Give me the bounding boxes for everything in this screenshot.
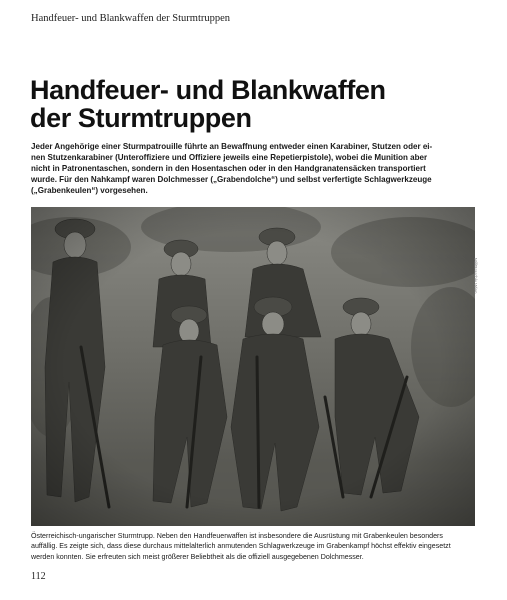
lead-line-1: Jeder Angehörige einer Sturmpatrouille führte an Bewaffnung entweder einen Karabiner, Stutzen oder ei- — [31, 142, 433, 151]
lead-line-5: („Grabenkeulen“) vorgesehen. — [31, 186, 148, 195]
article-title — [30, 76, 480, 132]
photo-credit: Militärarchiv Wien — [473, 258, 478, 294]
caption-line-1: Österreichisch-ungarischer Sturmtrupp. Neben den Handfeuerwaffen ist insbesondere die Ausrüstung mit Grabenkeulen besonders — [31, 532, 443, 540]
historical-photo — [31, 207, 475, 526]
lead-line-4: wurde. Für den Nahkampf waren Dolchmesser („Grabendolche“) und selbst verfertigte Schlagwerkzeuge — [31, 175, 432, 184]
page-number: 112 — [31, 571, 46, 582]
photo-illustration — [31, 207, 475, 526]
photo-vignette — [31, 207, 475, 526]
photo-caption — [31, 531, 477, 562]
article-title-line-1: Handfeuer- und Blankwaffen — [30, 75, 386, 105]
running-head: Handfeuer- und Blankwaffen der Sturmtruppen — [31, 13, 231, 24]
lead-line-2: nen Stutzenkarabiner (Unteroffiziere und Offiziere jeweils eine Repetierpistole), wobei die Munition aber — [31, 153, 428, 162]
lead-line-3: nicht in Patronentaschen, sondern in den Hosentaschen oder in den Handgranatensäcken transportiert — [31, 164, 426, 173]
caption-line-2: auffällig. Es zeigte sich, dass diese durchaus mittelalterlich anmutenden Schlagwerkzeuge im Grabenkampf höchst effektiv eingesetzt — [31, 542, 451, 551]
caption-line-3: werden konnten. Sie erfreuten sich meist größerer Beliebtheit als die offiziell ausgegebenen Dolchmesser. — [31, 552, 364, 561]
article-title-line-2: der Sturmtruppen — [30, 103, 252, 133]
lead-paragraph — [31, 141, 477, 196]
